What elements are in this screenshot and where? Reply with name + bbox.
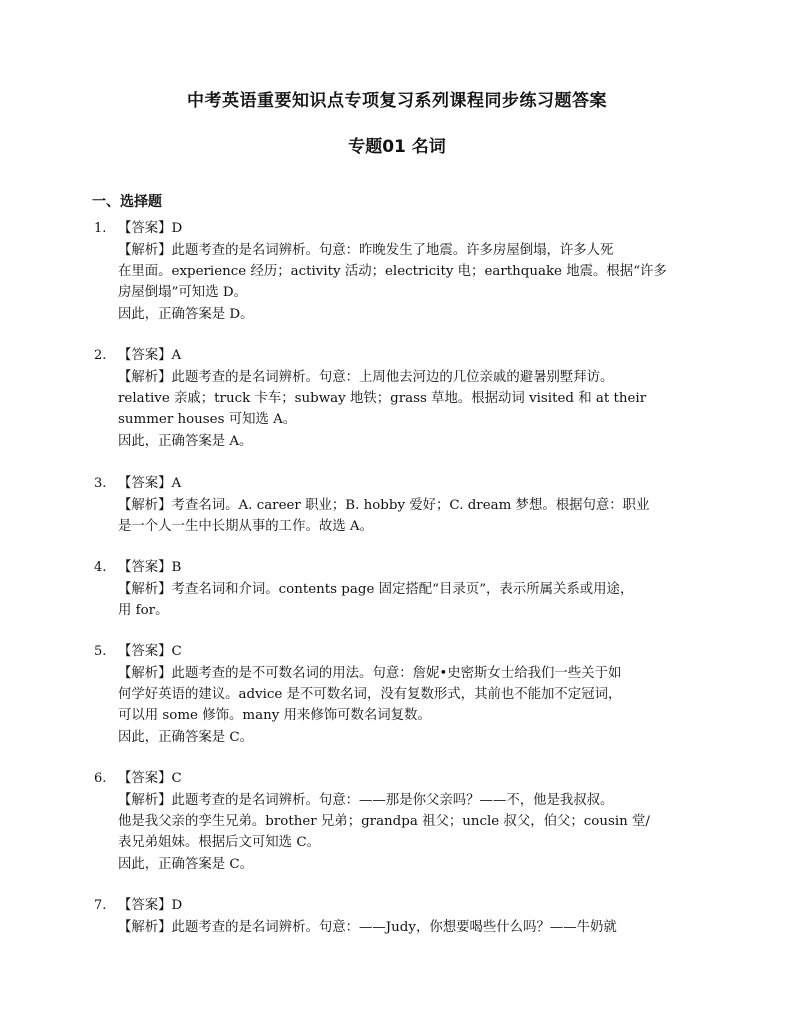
explanation-line: 何学好英语的建议。advice 是不可数名词，没有复数形式，其前也不能加不定冠词， <box>118 687 622 702</box>
answer-label: 【答案】B <box>118 560 182 575</box>
explanation-line: 因此，正确答案是 A。 <box>118 434 253 449</box>
question-number: 4. <box>94 560 107 575</box>
question-number: 7. <box>94 898 107 913</box>
explanation-line: 【解析】此题考查的是名词辨析。句意：昨晚发生了地震。许多房屋倒塌，许多人死 <box>118 243 614 258</box>
explanation-line: 【解析】此题考查的是不可数名词的用法。句意：詹妮•史密斯女士给我们一些关于如 <box>118 666 622 681</box>
answer-label: 【答案】D <box>118 898 183 913</box>
explanation-line: 因此，正确答案是 C。 <box>118 857 254 872</box>
explanation-line: 房屋倒塌”可知选 D。 <box>118 285 247 300</box>
page-subtitle: 专题01 名词 <box>348 137 446 157</box>
explanation-line: summer houses 可知选 A。 <box>118 412 297 427</box>
explanation-line: 是一个人一生中长期从事的工作。故选 A。 <box>118 519 373 534</box>
answer-label: 【答案】A <box>118 348 182 363</box>
explanation-line: 表兄弟姐妹。根据后文可知选 C。 <box>118 835 320 850</box>
explanation-line: 【解析】此题考查的是名词辨析。句意：——那是你父亲吗？——不，他是我叔叔。 <box>118 793 614 808</box>
explanation-line: 在里面。experience 经历；activity 活动；electricity 电；earthquake 地震。根据“许多 <box>118 264 667 279</box>
explanation-line: 因此，正确答案是 C。 <box>118 730 254 745</box>
explanation-line: 【解析】考查名词和介词。contents page 固定搭配“目录页”，表示所属关系或用途， <box>118 582 634 597</box>
answer-label: 【答案】C <box>118 644 182 659</box>
question-number: 6. <box>94 771 107 786</box>
explanation-line: 因此，正确答案是 D。 <box>118 307 254 322</box>
answer-label: 【答案】A <box>118 476 182 491</box>
question-number: 5. <box>94 644 107 659</box>
explanation-line: 【解析】考查名词。A. career 职业；B. hobby 爱好；C. dream 梦想。根据句意：职业 <box>118 498 650 513</box>
explanation-line: 【解析】此题考查的是名词辨析。句意：上周他去河边的几位亲戚的避暑别墅拜访。 <box>118 370 614 385</box>
explanation-line: 他是我父亲的孪生兄弟。brother 兄弟；grandpa 祖父；uncle 叔父，伯父；cousin 堂/ <box>118 814 650 829</box>
question-number: 1. <box>94 221 107 236</box>
answer-label: 【答案】C <box>118 771 182 786</box>
page-title: 中考英语重要知识点专项复习系列课程同步练习题答案 <box>187 91 607 111</box>
explanation-line: 可以用 some 修饰。many 用来修饰可数名词复数。 <box>118 708 431 723</box>
section-heading: 一、选择题 <box>92 194 162 210</box>
answer-label: 【答案】D <box>118 221 183 236</box>
question-number: 3. <box>94 476 107 491</box>
explanation-line: 【解析】此题考查的是名词辨析。句意：——Judy，你想要喝些什么吗？——牛奶就 <box>118 920 617 935</box>
question-number: 2. <box>94 348 107 363</box>
explanation-line: relative 亲戚；truck 卡车；subway 地铁；grass 草地。根据动词 visited 和 at their <box>118 391 647 406</box>
explanation-line: 用 for。 <box>118 603 169 618</box>
